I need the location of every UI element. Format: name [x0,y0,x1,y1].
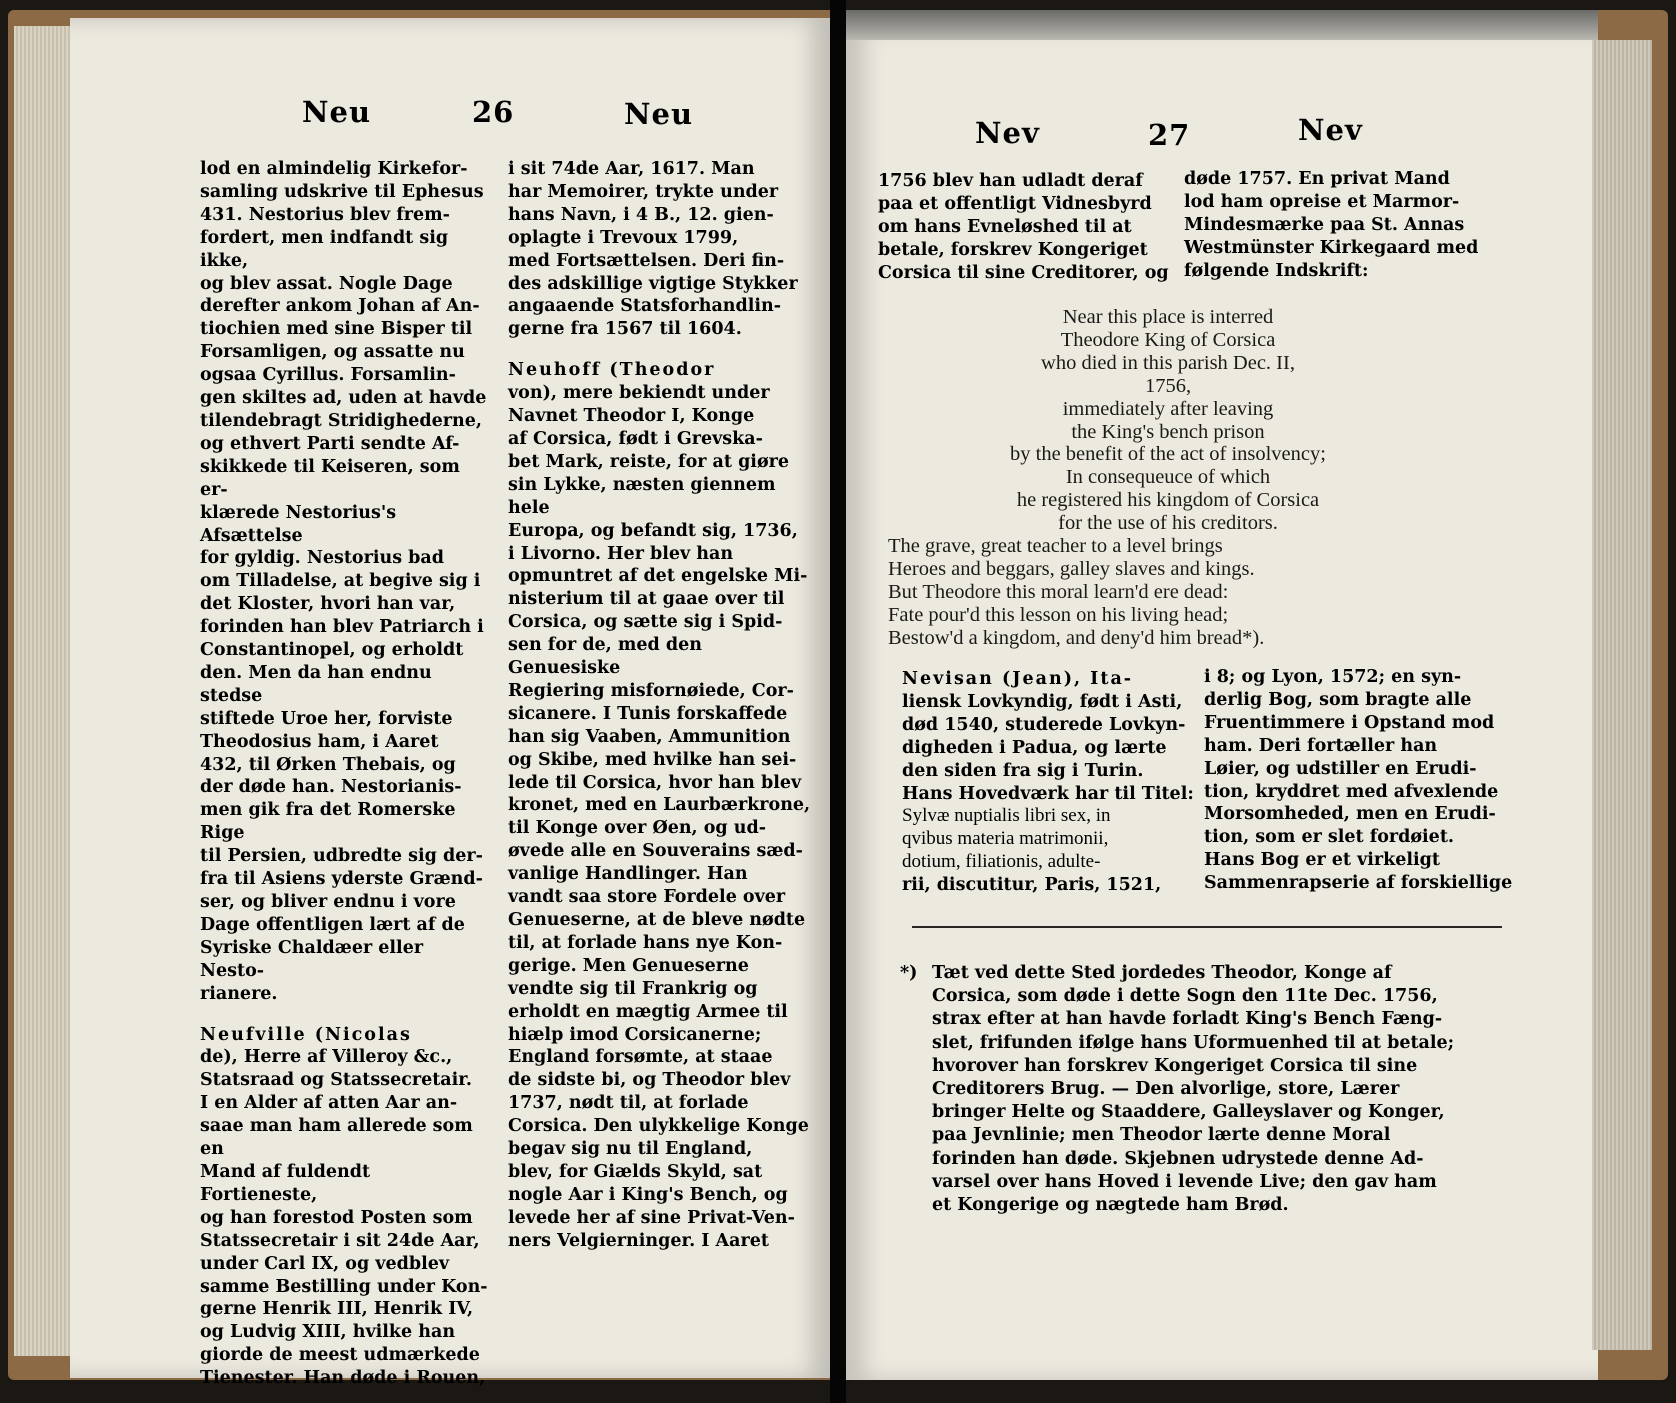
page-top-shadow [846,10,1598,40]
right-header-keyword-left: Nev [975,116,1040,150]
left-page-number: 26 [472,95,515,129]
left-header-keyword-right: Neu [624,97,694,131]
left-page-column-2 [508,158,814,1253]
scan-gutter [830,0,846,1403]
footnote-divider [912,926,1502,928]
neuhoff-entry-text: Neuhoff (Theodor von), mere bekiendt under Navnet Theodor I, Konge af Corsica, født i Grevska- bet Mark, reiste, for at giøre sin Lykke, næsten giennem hele Europa, og befandt sig, 1736, i Livorno. Her blev han opmuntret af det engelske Mi- nisterium til at gaae over til Corsica, og sætte sig i Spid- sen for de, med den Genuesiske Regiering misfornøiede, Cor- sicanere. I Tunis forskaffede han sig Vaaben, Ammunition og Skibe, med hvilke han sei- lede til Corsica, hvor han blev kronet, med en Laurbærkrone, til Konge over Øen, og ud- øvede alle en Souverains sæd- vanlige Handlinger. Han vandt saa store Fordele over Genueserne, at de bleve nødte til, at forlade hans nye Kon- gerige. Men Genueserne vendte sig til Frankrig og erholdt en mægtig Armee til hiælp imod Corsicanerne; England forsømte, at staae de sidste bi, og Theodor blev 1737, nødt til, at forlade Corsica. Den ulykkelige Konge begav sig nu til England, blev, for Giælds Skyld, sat nogle Aar i King's Bench, og levede her af sine Privat-Ven- ners Velgierninger. I Aaret [508,360,811,1251]
right-header-keyword-right: Nev [1298,113,1363,147]
neufville-entry-text: Neufville (Nicolas de), Herre af Villeroy &c., Statsraad og Statssecretair. I en Alder af atten Aar an- saae man ham allerede som en Mand af fuldendt Fortieneste, og han forestod Posten som Statssecretair i sit 24de Aar, under Carl IX, og vedblev samme Bestilling under Kon- gerne Henrik III, Henrik IV, og Ludvig XIII, hvilke han giorde de meest udmærkede Tienester. Han døde i Rouen, [200,1024,488,1389]
right-page-column-1-top: 1756 blev han udladt deraf paa et offentligt Vidnesbyrd om hans Evneløshed til at betale, forskrev Kongeriget Corsica til sine Creditorer, og [878,171,1169,283]
right-page-column-2-top: døde 1757. En privat Mand lod ham opreise et Marmor- Mindesmærke paa St. Annas Westmünster Kirkegaard med følgende Indskrift: [1184,169,1479,281]
neufville-entry-continued: i sit 74de Aar, 1617. Man har Memoirer, trykte under hans Navn, i 4 B., 12. gien- oplagte i Trevoux 1799, med Fortsættelsen. Deri fin- des adskillige vigtige Stykker angaaende Statsforhandlin- gerne fra 1567 til 1604. [508,159,798,340]
nevisan-entry-continued: i 8; og Lyon, 1572; en syn- derlig Bog, som bragte alle Fruentimmere i Opstand mod ham. Deri fortæller han Løier, og udstiller en Erudi- tion, kryddret med afvexlende Morsomheded, men en Erudi- tion, som er slet fordøiet. Hans Bog er et virkeligt Sammenrapserie af forskiellige [1204,667,1513,894]
nestorius-entry-text: lod en almindelig Kirkefor- samling udskrive til Ephesus 431. Nestorius blev frem- fordert, men indfandt sig ikke, og blev assat. Nogle Dage derefter ankom Johan af An- tiochien med sine Bisper til Forsamligen, og assatte nu ogsaa Cyrillus. Forsamlin- gen skiltes ad, uden at havde tilendebragt Stridighederne, og ethvert Parti sendte Af- skikkede til Keiseren, som er- klærede Nestorius's Afsættelse for gyldig. Nestorius bad om Tilladelse, at begive sig i det Kloster, hvori han var, forinden han blev Patriarch i Constantinopel, og erholdt den. Men da han endnu stedse stiftede Uroe her, forviste Theodosius ham, i Aaret 432, til Ørken Thebais, og der døde han. Nestorianis- men gik fra det Romerske Rige til Persien, udbredte sig der- fra til Asiens yderste Grænd- ser, og bliver endnu i vore Dage offentligen lært af de Syriske Chaldæer eller Nesto- rianere. [200,159,487,1004]
left-header-keyword-left: Neu [302,95,372,129]
nevisan-entry-text: Nevisan (Jean), Ita- liensk Lovkyndig, født i Asti, død 1540, studerede Lovkyn- digheden i Padua, og lærte den siden fra sig i Turin. Hans Hovedværk har til Titel: Sylvæ nuptialis libri sex, in qvibus materia matrimonii, dotium, filiationis, adulte- rii, discutitur, Paris, 1521, [902,669,1194,896]
footnote-marker: *) [900,963,918,983]
right-page-number: 27 [1148,118,1191,152]
tomb-inscription: Near this place is interred Theodore King of Corsica who died in this parish Dec. II, 1756, immediately after leaving the King's bench prison by the benefit of the act of insolvency; In consequeuce of which he registered his kingdom of Corsica for the use of his creditors. The grave, great teacher to a level brings Heroes and beggars, galley slaves and kings. But Theodore this moral learn'd ere dead: Fate pour'd this lesson on his living head; Bestow'd a kingdom, and deny'd him bread*). [888,306,1326,649]
footnote: *) Tæt ved dette Sted jordedes Theodor, Konge af Corsica, som døde i dette Sogn den 11te Dec. 1756, strax efter at han havde forladt King's Bench Fæng- slet, frifunden ifølge hans Uformuenhed til at betale; hvorover han forskrev Kongeriget Corsica til sine Creditorers Brug. — Den alvorlige, store, Lærer bringer Helte og Staaddere, Galleyslaver og Konger, paa Jevnlinie; men Theodor lærte denne Moral forinden han døde. Skjebnen udrystede denne Ad- varsel over hans Hoved i levende Live; den gav ham et Kongerige og nægtede ham Brød. [900,963,1455,1216]
left-page-column-1 [200,158,492,1390]
page-edges-right [1592,40,1652,1350]
